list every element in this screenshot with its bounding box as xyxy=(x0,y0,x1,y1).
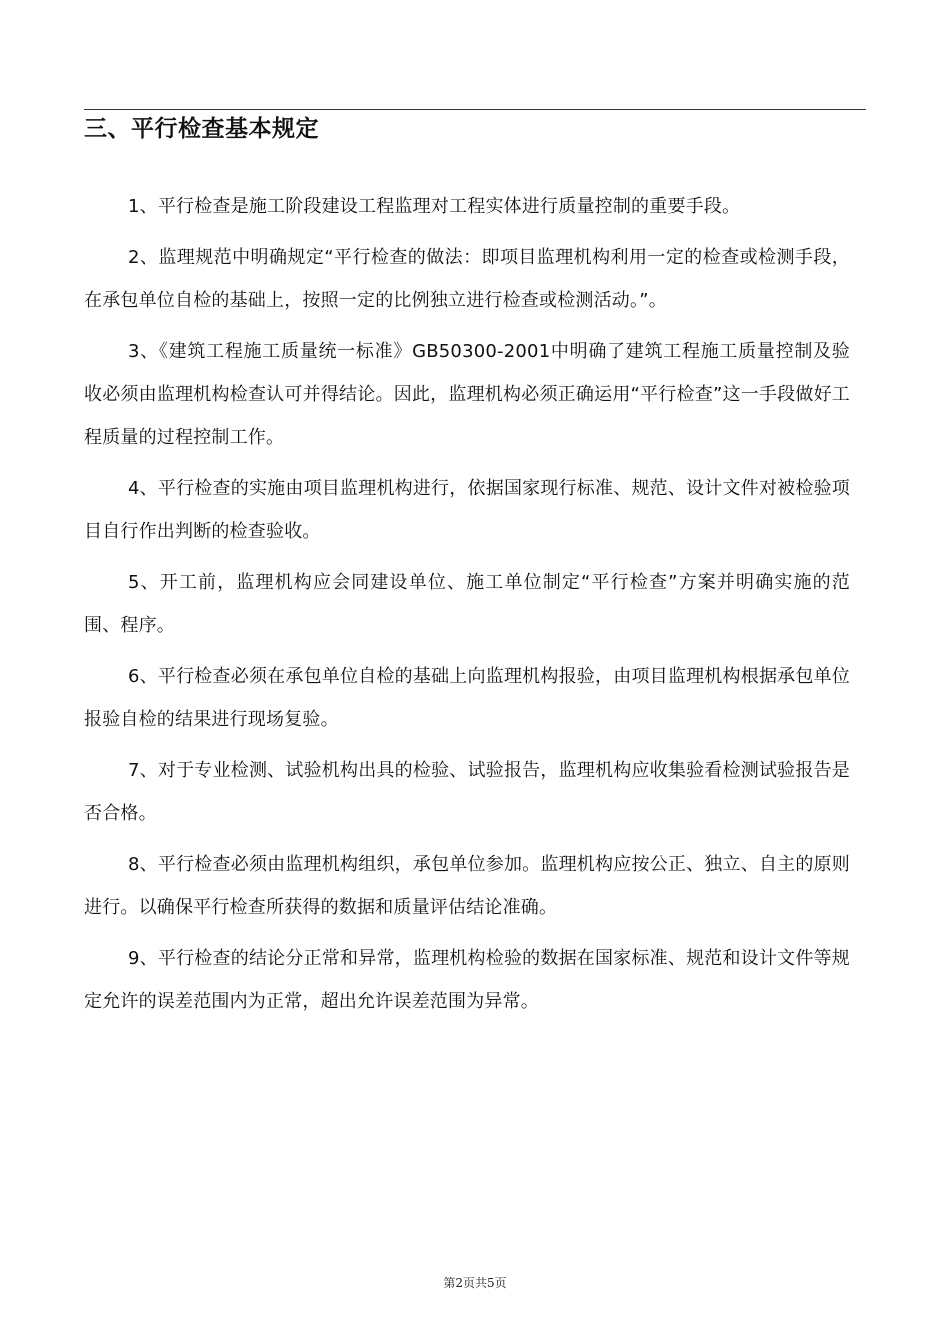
paragraph-1: 1、平行检查是施工阶段建设工程监理对工程实体进行质量控制的重要手段。 xyxy=(128,196,741,217)
paragraph-9: 9、平行检查的结论分正常和异常，监理机构检验的数据在国家标准、规范和设计文件等规定允许的误差范围内为正常，超出允许误差范围为异常。 xyxy=(84,948,850,1012)
paragraph-2: 2、监理规范中明确规定“平行检查的做法：即项目监理机构利用一定的检查或检测手段，在承包单位自检的基础上，按照一定的比例独立进行检查或检测活动。”。 xyxy=(84,247,850,311)
footer-total-pages: 5 xyxy=(487,1276,495,1290)
paragraph-3: 3、《建筑工程施工质量统一标准》GB50300-2001中明确了建筑工程施工质量控制及验收必须由监理机构检查认可并得结论。因此，监理机构必须正确运用“平行检查”这一手段做好工程质量的过程控制工作。 xyxy=(84,341,850,448)
paragraph-4: 4、平行检查的实施由项目监理机构进行，依据国家现行标准、规范、设计文件对被检验项目自行作出判断的检查验收。 xyxy=(84,478,850,542)
paragraph-8: 8、平行检查必须由监理机构组织，承包单位参加。监理机构应按公正、独立、自主的原则进行。以确保平行检查所获得的数据和质量评估结论准确。 xyxy=(84,854,850,918)
header-rule xyxy=(84,109,866,110)
page-footer xyxy=(0,1275,950,1291)
footer-page-number: 2 xyxy=(455,1276,463,1290)
paragraph-7: 7、对于专业检测、试验机构出具的检验、试验报告，监理机构应收集验看检测试验报告是否合格。 xyxy=(84,760,850,824)
footer-suffix: 页 xyxy=(494,1276,507,1290)
footer-middle: 页共 xyxy=(462,1276,487,1290)
paragraph-6: 6、平行检查必须在承包单位自检的基础上向监理机构报验，由项目监理机构根据承包单位报验自检的结果进行现场复验。 xyxy=(84,666,850,730)
body-text xyxy=(84,185,850,1031)
section-title: 三、平行检查基本规定 xyxy=(84,116,319,142)
paragraph-5: 5、开工前，监理机构应会同建设单位、施工单位制定“平行检查”方案并明确实施的范围、程序。 xyxy=(84,572,850,636)
footer-prefix: 第 xyxy=(443,1276,456,1290)
